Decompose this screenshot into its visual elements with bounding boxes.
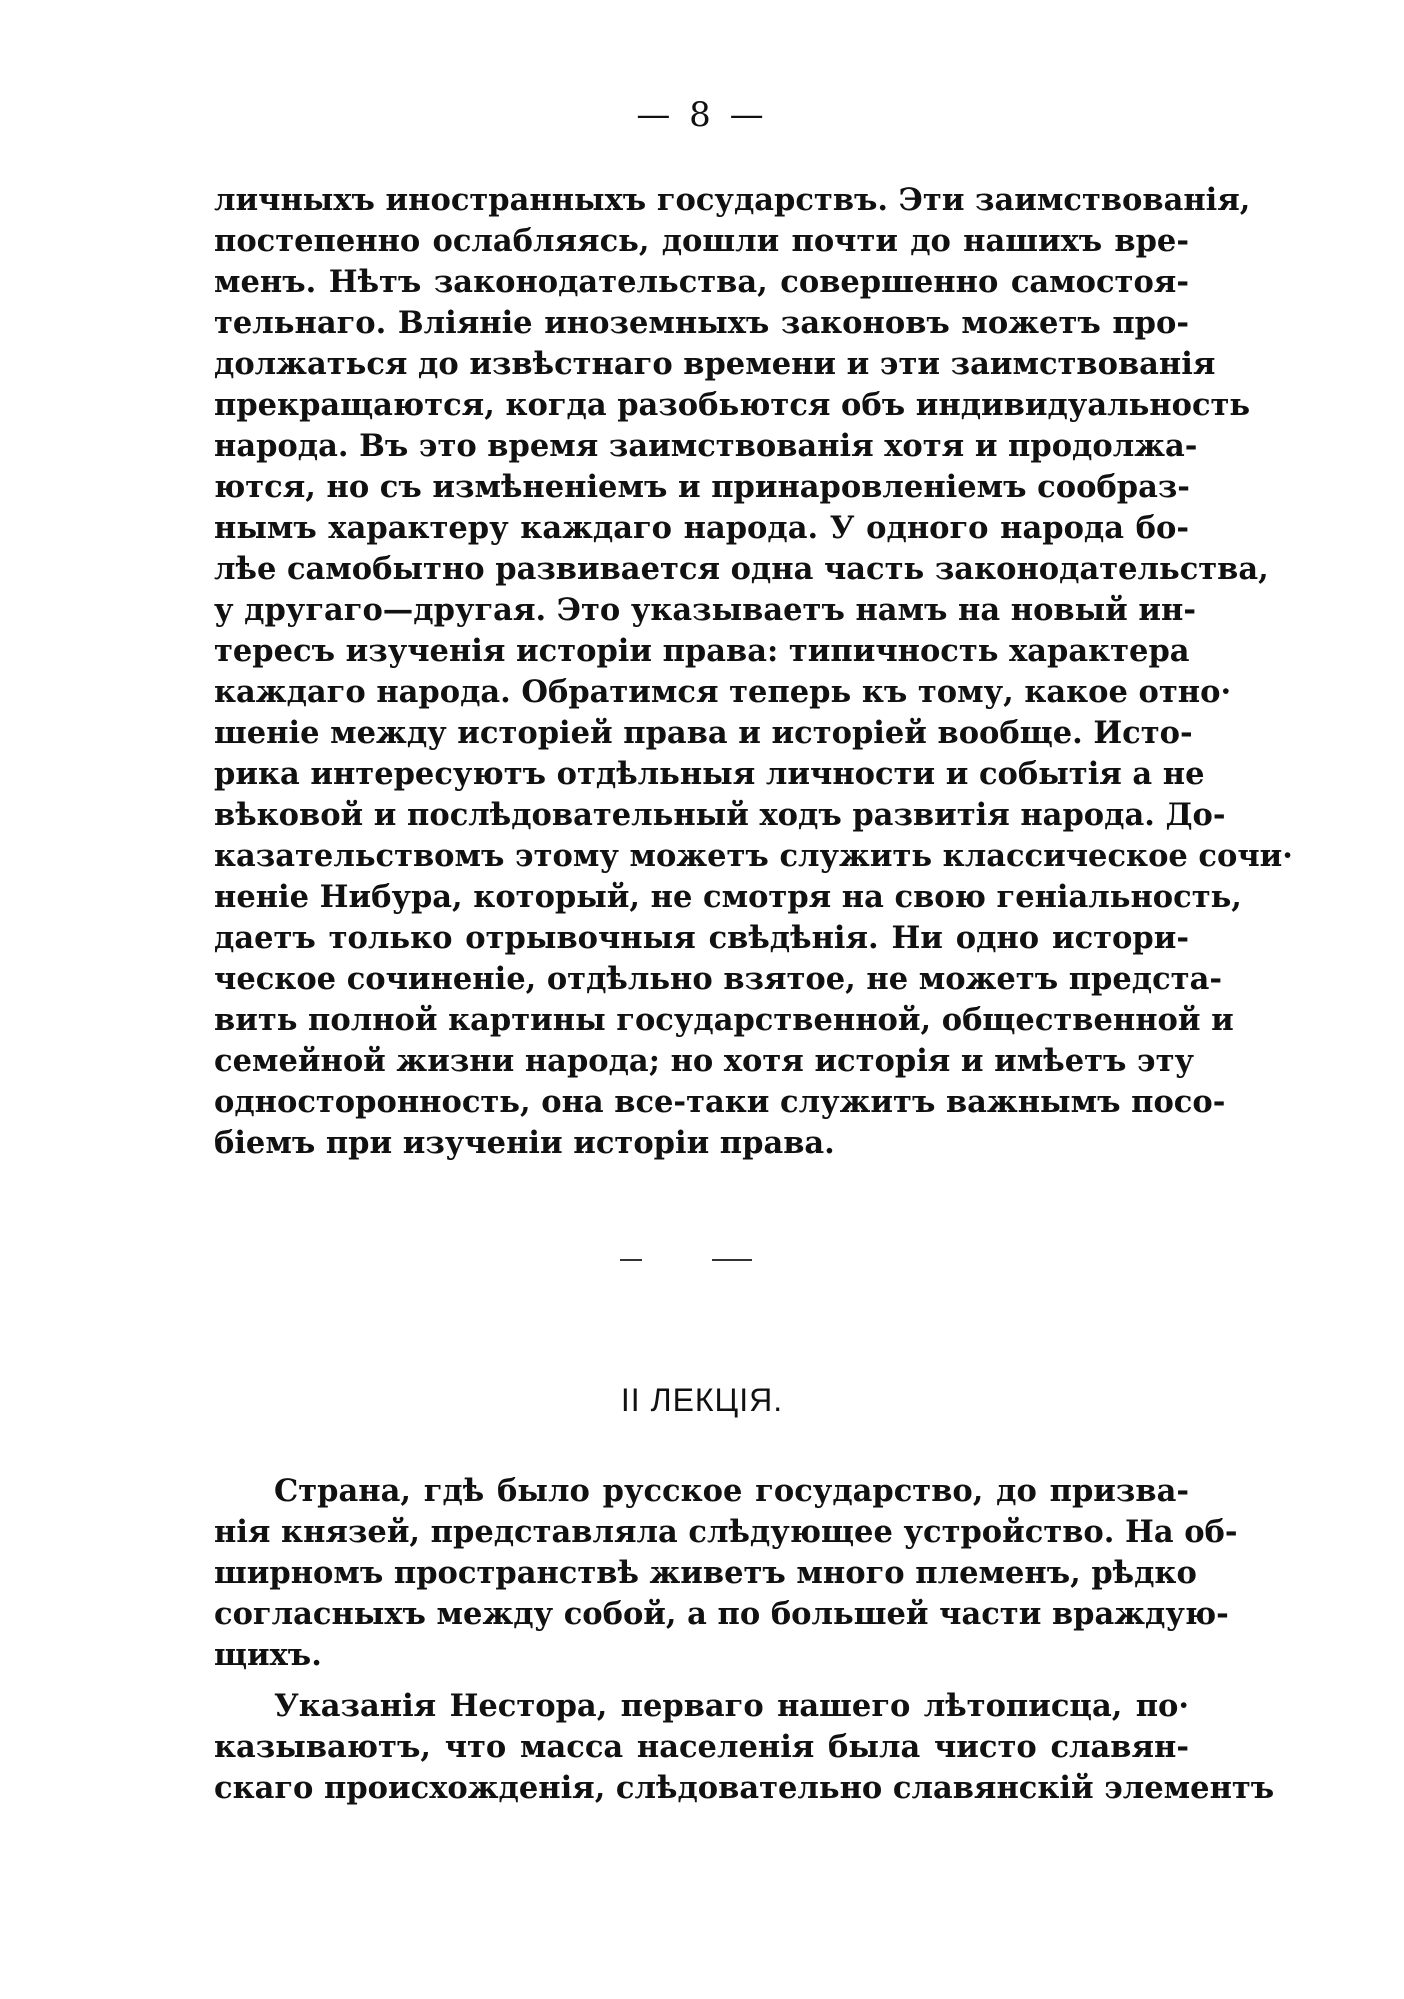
divider-dash (712, 1259, 752, 1261)
text-line: личныхъ иностранныхъ государствъ. Эти заимствованія, (214, 182, 1251, 218)
section-heading: II ЛЕКЦІЯ. (620, 1382, 784, 1418)
text-line: щихъ. (214, 1637, 322, 1673)
page-number: — 8 — (636, 95, 768, 135)
text-line: тересъ изученія исторіи права: типичность характера (214, 633, 1190, 669)
paragraph-2 (214, 1471, 1238, 1676)
paragraph-1 (214, 180, 1293, 1164)
paragraph-3 (214, 1686, 1275, 1809)
text-line: у другаго—другая. Это указываетъ намъ на новый ин- (214, 592, 1197, 628)
text-line: прекращаются, когда разобьются объ индивидуальность (214, 387, 1251, 423)
text-line: менъ. Нѣтъ законодательства, совершенно самостоя- (214, 264, 1189, 300)
text-line: тельнаго. Вліяніе иноземныхъ законовъ можетъ про- (214, 305, 1189, 341)
text-line: семейной жизни народа; но хотя исторія и имѣетъ эту (214, 1043, 1195, 1079)
text-line: должаться до извѣстнаго времени и эти заимствованія (214, 346, 1216, 382)
text-line: нымъ характеру каждаго народа. У одного народа бо- (214, 510, 1189, 546)
text-line: каждаго народа. Обратимся теперь къ тому, какое отно· (214, 674, 1232, 710)
text-line: односторонность, она все-таки служитъ важнымъ посо- (214, 1084, 1226, 1120)
text-line: ширномъ пространствѣ живетъ много племенъ, рѣдко (214, 1555, 1197, 1591)
text-line: скаго происхожденія, слѣдовательно славянскій элементъ (214, 1770, 1275, 1806)
text-line: вѣковой и послѣдовательный ходъ развитія народа. До- (214, 797, 1226, 833)
text-line: казательствомъ этому можетъ служить классическое сочи· (214, 838, 1293, 874)
text-line: ются, но съ измѣненіемъ и принаровленіемъ сообраз- (214, 469, 1190, 505)
lecture-body (214, 1471, 1275, 1809)
text-line: неніе Нибура, который, не смотря на свою геніальность, (214, 879, 1242, 915)
text-line: вить полной картины государственной, общественной и (214, 1002, 1234, 1038)
text-line: шеніе между исторіей права и исторіей вообще. Исто- (214, 715, 1193, 751)
text-line: лѣе самобытно развивается одна часть законодательства, (214, 551, 1269, 587)
text-line: рика интересуютъ отдѣльныя личности и событія а не (214, 756, 1205, 792)
text-line: постепенно ослабляясь, дошли почти до нашихъ вре- (214, 223, 1189, 259)
text-line: нія князей, представляла слѣдующее устройство. На об- (214, 1514, 1238, 1550)
text-line: біемъ при изученіи исторіи права. (214, 1125, 835, 1161)
text-line: даетъ только отрывочныя свѣдѣнія. Ни одно истори- (214, 920, 1189, 956)
divider-dash (620, 1259, 642, 1261)
text-line: народа. Въ это время заимствованія хотя и продолжа- (214, 428, 1198, 464)
text-line: Страна, гдѣ было русское государство, до призва- (274, 1473, 1189, 1509)
text-line: согласныхъ между собой, а по большей части враждую- (214, 1596, 1229, 1632)
text-line: Указанія Нестора, перваго нашего лѣтописца, по· (274, 1688, 1189, 1724)
text-line: казываютъ, что масса населенія была чисто славян- (214, 1729, 1189, 1765)
text-line: ческое сочиненіе, отдѣльно взятое, не можетъ предста- (214, 961, 1222, 997)
section-divider (0, 1259, 1404, 1263)
